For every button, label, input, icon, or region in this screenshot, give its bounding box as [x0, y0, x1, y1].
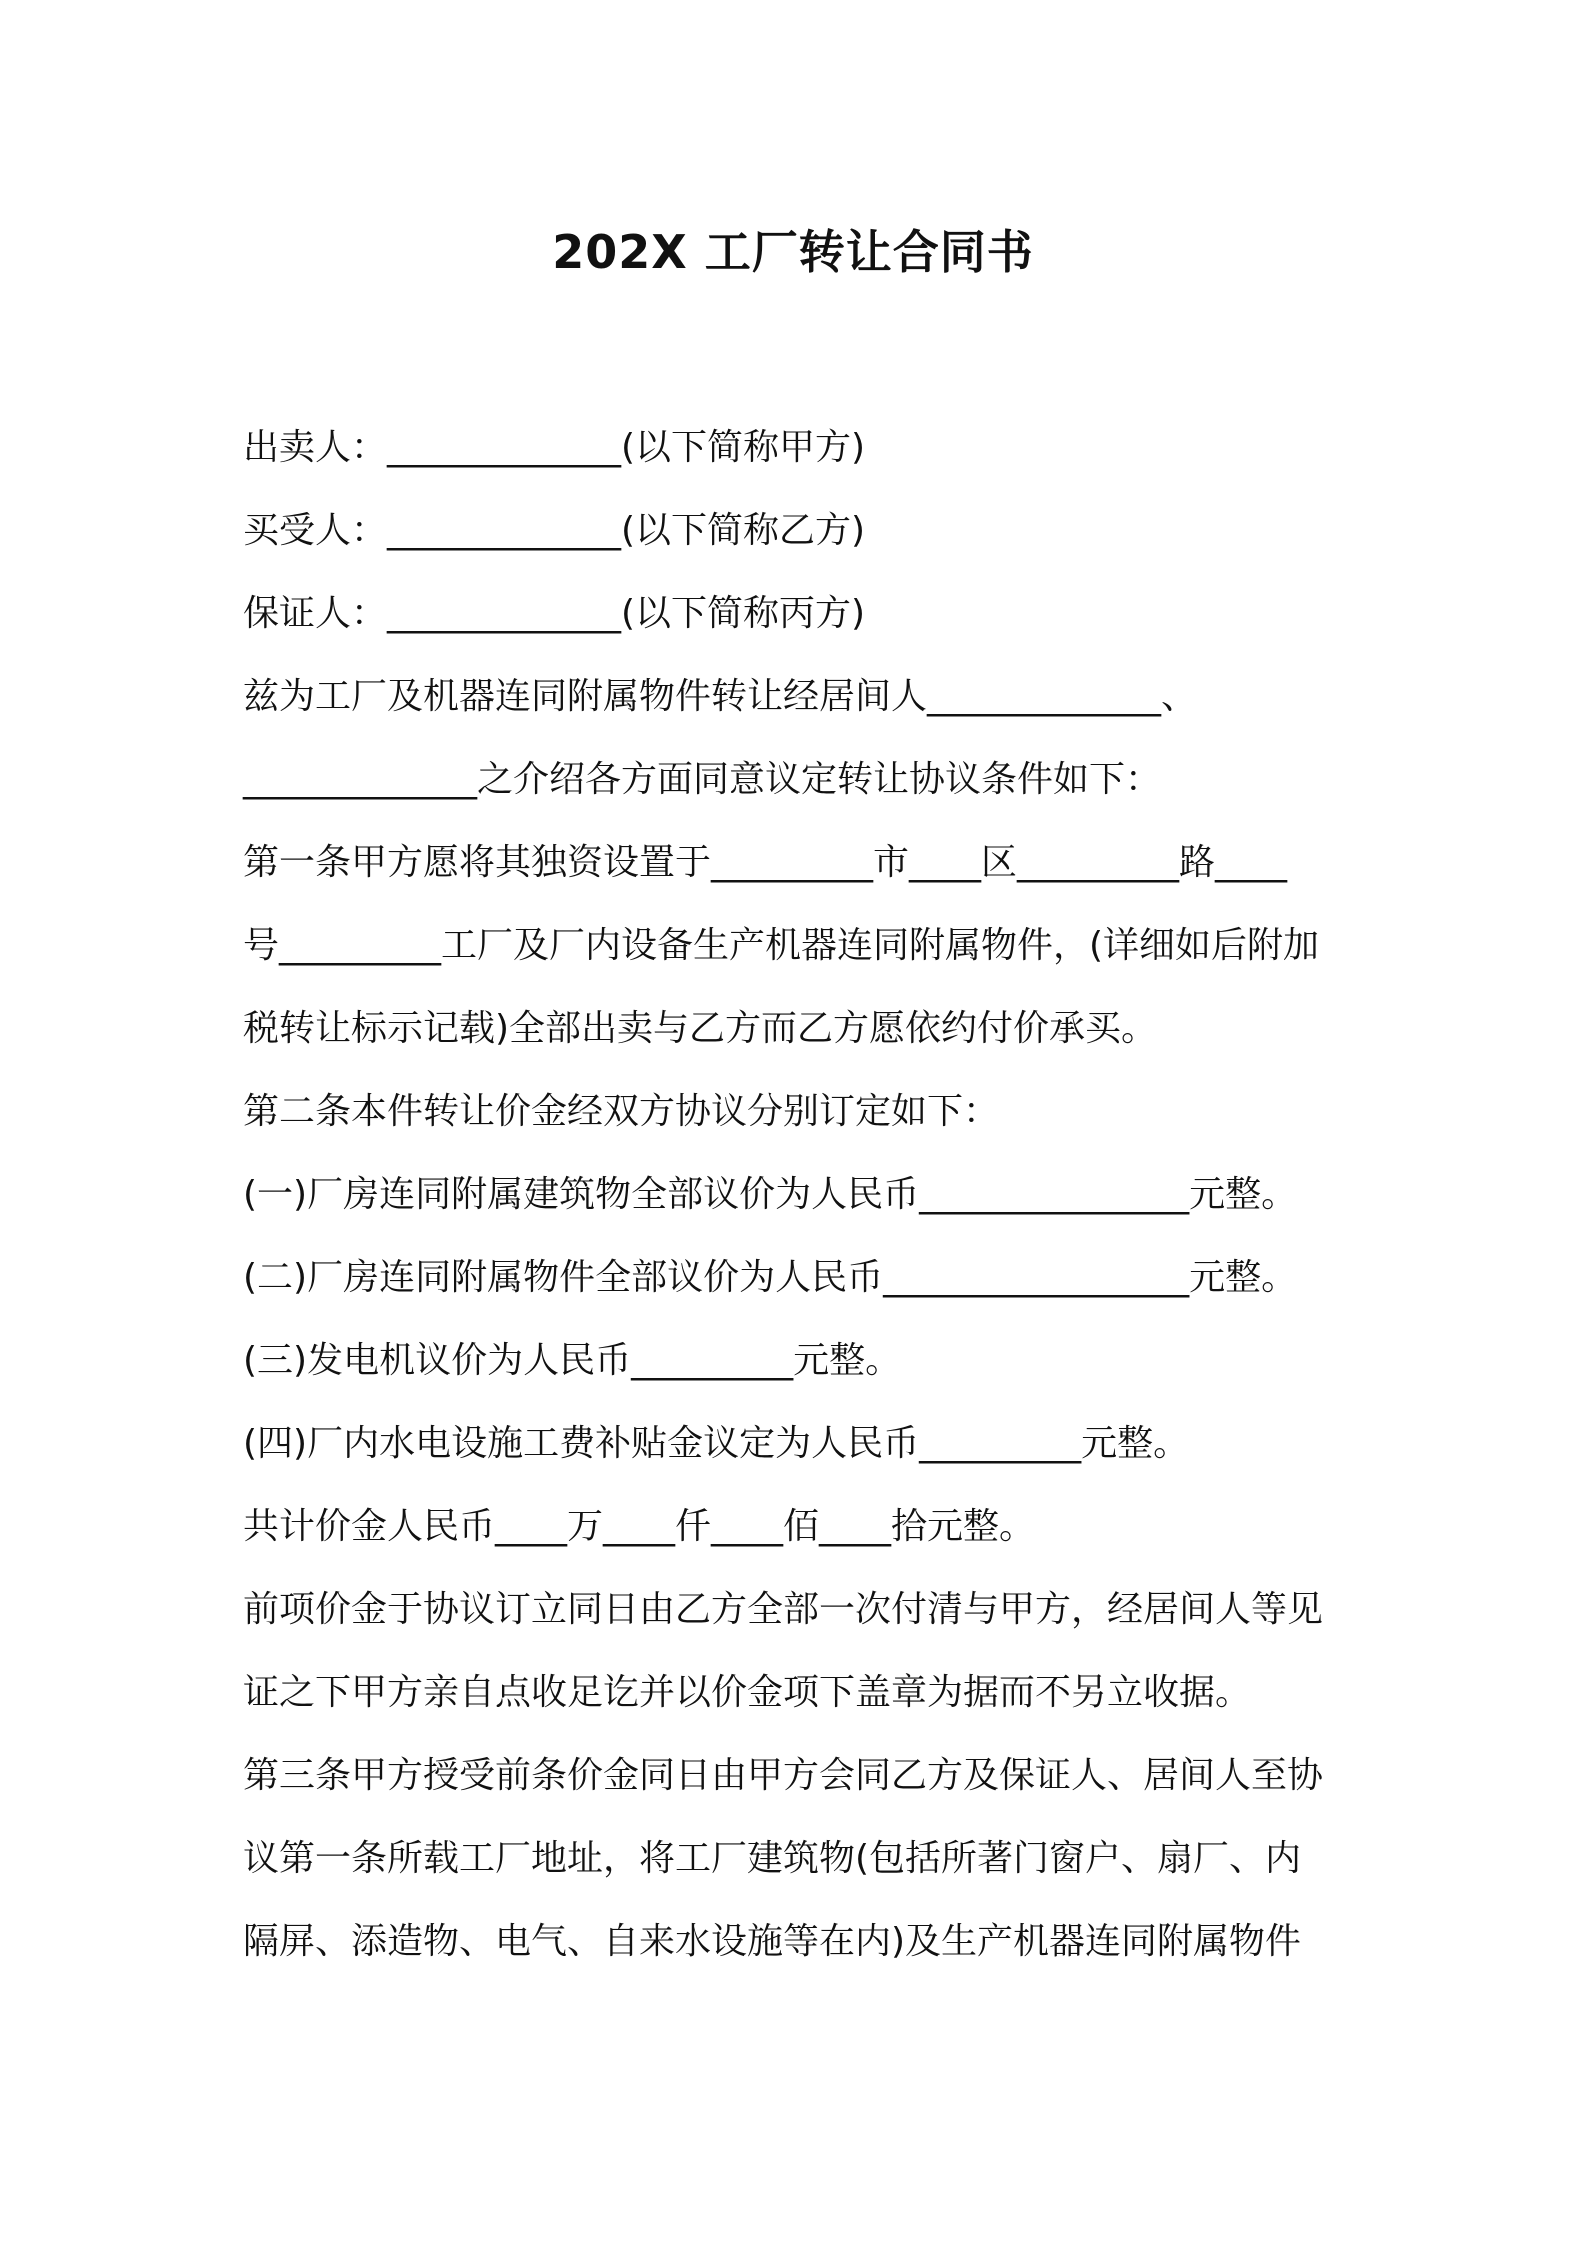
article-1-line-2: 号_________工厂及厂内设备生产机器连同附属物件，(详细如后附加 — [243, 925, 1320, 966]
article-3-line-3: 隔屏、添造物、电气、自来水设施等在内)及生产机器连同附属物件 — [243, 1921, 1302, 1962]
article-3-line-2: 议第一条所载工厂地址，将工厂建筑物(包括所著门窗户、扇厂、内 — [243, 1838, 1302, 1879]
seller-line: 出卖人：_____________(以下简称甲方) — [243, 427, 866, 468]
payment-line-2: 证之下甲方亲自点收足讫并以价金项下盖章为据而不另立收据。 — [243, 1672, 1252, 1713]
article-1-line-3: 税转让标示记载)全部出卖与乙方而乙方愿依约付价承买。 — [243, 1008, 1158, 1049]
price-item-2: (二)厂房连同附属物件全部议价为人民币_________________元整。 — [243, 1257, 1298, 1298]
price-item-4: (四)厂内水电设施工费补贴金议定为人民币_________元整。 — [243, 1423, 1190, 1464]
document-title: 202X 工厂转让合同书 — [552, 225, 1034, 279]
article-2-heading: 第二条本件转让价金经双方协议分别订定如下： — [243, 1091, 1000, 1132]
preamble-line-1: 兹为工厂及机器连同附属物件转让经居间人_____________、 — [243, 676, 1198, 717]
document-body — [243, 406, 1363, 1983]
price-total: 共计价金人民币____万____仟____佰____拾元整。 — [243, 1506, 1036, 1547]
price-item-3: (三)发电机议价为人民币_________元整。 — [243, 1340, 902, 1381]
article-3-line-1: 第三条甲方授受前条价金同日由甲方会同乙方及保证人、居间人至协 — [243, 1755, 1324, 1796]
payment-line-1: 前项价金于协议订立同日由乙方全部一次付清与甲方，经居间人等见 — [243, 1589, 1324, 1630]
guarantor-line: 保证人：_____________(以下简称丙方) — [243, 593, 866, 634]
article-1-line-1: 第一条甲方愿将其独资设置于_________市____区_________路____ — [243, 842, 1288, 883]
preamble-line-2: _____________之介绍各方面同意议定转让协议条件如下： — [243, 759, 1162, 800]
buyer-line: 买受人：_____________(以下简称乙方) — [243, 510, 866, 551]
price-item-1: (一)厂房连同附属建筑物全部议价为人民币_______________元整。 — [243, 1174, 1298, 1215]
